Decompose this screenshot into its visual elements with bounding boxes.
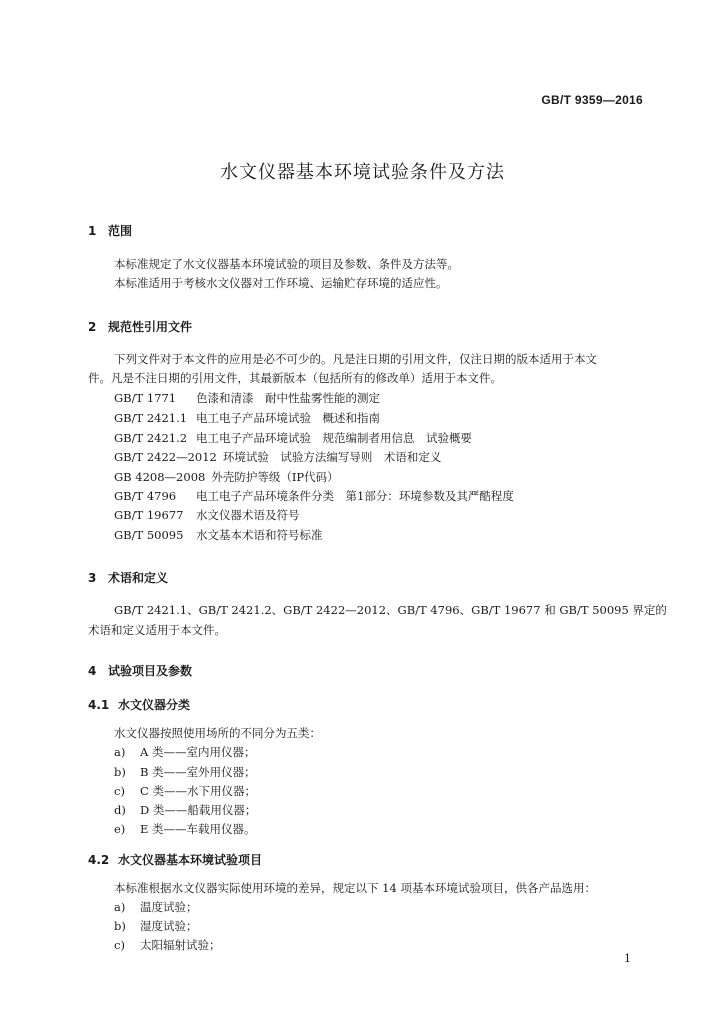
reference-code: GB/T 1771 xyxy=(114,391,177,405)
section-3-heading xyxy=(88,569,168,586)
page-number: 1 xyxy=(624,952,631,965)
list-item xyxy=(114,743,255,761)
section-4-1-heading xyxy=(88,696,190,713)
paragraph: 水文仪器按照使用场所的不同分为五类： xyxy=(114,726,321,740)
section-title: 术语和定义 xyxy=(108,571,169,585)
list-label: c) xyxy=(114,938,125,952)
list-text: 湿度试验； xyxy=(140,919,198,933)
reference-item xyxy=(114,526,323,544)
list-item xyxy=(114,917,198,935)
reference-title: 外壳防护等级（IP代码） xyxy=(211,470,339,484)
section-number: 4.2 xyxy=(88,853,110,867)
list-text: 太阳辐射试验； xyxy=(140,938,221,952)
reference-title: 环境试验 试验方法编写导则 术语和定义 xyxy=(222,450,442,464)
list-text: E 类——车载用仪器。 xyxy=(140,822,256,836)
section-title: 范围 xyxy=(108,224,133,238)
paragraph: 下列文件对于本文件的应用是必不可少的。凡是注日期的引用文件，仅注日期的版本适用于本文 xyxy=(114,352,597,366)
list-text: A 类——室内用仪器； xyxy=(140,745,256,759)
reference-item xyxy=(114,429,472,447)
list-item xyxy=(114,936,221,954)
section-title: 规范性引用文件 xyxy=(108,320,193,334)
section-number: 4 xyxy=(88,664,97,678)
list-label: d) xyxy=(114,803,126,817)
reference-item xyxy=(114,468,339,486)
list-item xyxy=(114,820,256,838)
section-2-heading xyxy=(88,318,192,335)
section-number: 2 xyxy=(88,320,97,334)
reference-title: 电工电子产品环境试验 概述和指南 xyxy=(196,411,380,425)
list-label: e) xyxy=(114,822,126,836)
list-item xyxy=(114,801,256,819)
section-1-heading xyxy=(88,222,132,239)
list-text: B 类——室外用仪器； xyxy=(140,765,256,779)
list-label: b) xyxy=(114,919,126,933)
list-label: b) xyxy=(114,765,126,779)
list-text: C 类——水下用仪器； xyxy=(140,784,256,798)
reference-title: 水文仪器术语及符号 xyxy=(196,508,300,522)
paragraph: 本标准适用于考核水文仪器对工作环境、运输贮存环境的适应性。 xyxy=(114,276,448,290)
list-label: c) xyxy=(114,784,125,798)
section-title: 试验项目及参数 xyxy=(108,664,193,678)
reference-code: GB/T 2421.1 xyxy=(114,411,188,425)
list-text: D 类——船载用仪器； xyxy=(140,803,257,817)
reference-item xyxy=(114,389,380,407)
section-number: 1 xyxy=(88,224,97,238)
reference-code: GB/T 2422—2012 xyxy=(114,450,217,464)
reference-item xyxy=(114,448,441,466)
standard-code: GB/T 9359—2016 xyxy=(541,93,643,107)
document-title: 水文仪器基本环境试验条件及方法 xyxy=(220,162,505,183)
section-number: 3 xyxy=(88,571,97,585)
reference-code: GB 4208—2008 xyxy=(114,470,206,484)
section-title: 水文仪器分类 xyxy=(118,698,191,712)
reference-code: GB/T 50095 xyxy=(114,528,184,542)
list-item xyxy=(114,763,256,781)
section-number: 4.1 xyxy=(88,698,110,712)
list-text: 温度试验； xyxy=(140,900,198,914)
reference-title: 水文基本术语和符号标准 xyxy=(196,528,323,542)
reference-item xyxy=(114,506,300,524)
paragraph-continued: 件。凡是不注日期的引用文件，其最新版本（包括所有的修改单）适用于本文件。 xyxy=(88,371,502,385)
list-item xyxy=(114,898,198,916)
paragraph: GB/T 2421.1、GB/T 2421.2、GB/T 2422—2012、GB/T 4796、GB/T 19677 和 GB/T 50095 界定的 xyxy=(114,603,667,617)
reference-code: GB/T 2421.2 xyxy=(114,431,188,445)
reference-item xyxy=(114,487,514,505)
reference-code: GB/T 4796 xyxy=(114,489,177,503)
section-4-heading xyxy=(88,662,192,679)
reference-item xyxy=(114,409,380,427)
reference-code: GB/T 19677 xyxy=(114,508,184,522)
paragraph: 本标准规定了水文仪器基本环境试验的项目及参数、条件及方法等。 xyxy=(114,257,459,271)
reference-title: 电工电子产品环境试验 规范编制者用信息 试验概要 xyxy=(196,431,472,445)
reference-title: 色漆和清漆 耐中性盐雾性能的测定 xyxy=(196,391,380,405)
paragraph-continued: 术语和定义适用于本文件。 xyxy=(88,623,226,637)
reference-title: 电工电子产品环境条件分类 第1部分：环境参数及其严酷程度 xyxy=(196,489,514,503)
list-label: a) xyxy=(114,745,126,759)
section-title: 水文仪器基本环境试验项目 xyxy=(118,853,263,867)
paragraph: 本标准根据水文仪器实际使用环境的差异，规定以下 14 项基本环境试验项目，供各产品选用： xyxy=(114,881,596,895)
list-label: a) xyxy=(114,900,126,914)
section-4-2-heading xyxy=(88,851,262,868)
list-item xyxy=(114,782,256,800)
